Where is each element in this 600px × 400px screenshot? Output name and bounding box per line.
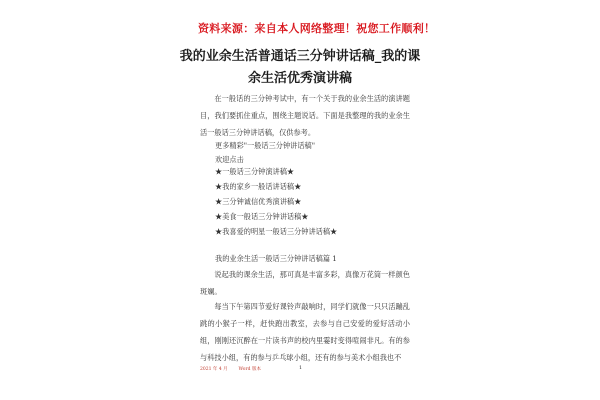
link-item[interactable]: ★我的家乡一般话讲话稿★ [215, 182, 302, 191]
footer-meta [200, 366, 261, 372]
paragraph-1: 说起我的课余生活，那可真是丰富多彩，真像万花筒一样颜色斑斓。 [200, 270, 410, 296]
section-heading: 我的业余生活一般话三分钟讲话稿篇 1 [215, 254, 337, 263]
link-item[interactable]: ★一般话三分钟演讲稿★ [215, 167, 295, 176]
welcome-label: 欢迎点击 [215, 155, 244, 164]
intro-paragraph: 在一般话的三分钟考试中，有一个关于我的业余生活的演讲题目，我们要抓住重点，围绕主题说话。下面是我整理的我的业余生活一般话三分钟讲话稿，仅供参考。 [200, 94, 410, 137]
source-notice: 资料来源：来自本人网络整理！祝您工作顺利！ [198, 22, 436, 35]
document-title [150, 46, 450, 90]
link-item[interactable]: ★美食一般话三分钟讲话稿★ [215, 212, 309, 221]
more-label: 更多精彩"一般话三分钟讲话稿" [215, 141, 316, 150]
link-item[interactable]: ★三分钟诚信优秀演讲稿★ [215, 197, 302, 206]
page-number: 1 [299, 365, 303, 371]
title-line-1: 我的业余生活普通话三分钟讲话稿_我的课 [179, 49, 421, 64]
link-item[interactable]: ★我喜爱的明星一般话三分钟讲话稿★ [215, 227, 338, 236]
paragraph-2: 每当下午第四节爱好课铃声敲响时，同学们就像一只只活蹦乱跳的小猴子一样，赶快跑出教室，去参与自己安爱的爱好活动小组，刚刚还沉醉在一片读书声的校内里霎时变得喧闹非凡。有的参与科技小组，有的参与乒乓球小组，还有的参与美术小组我也不 [200, 302, 410, 362]
footer-format: Word 版本 [238, 367, 261, 372]
footer-date: 2021 年 4 月 [200, 367, 228, 372]
title-line-2: 余生活优秀演讲稿 [247, 71, 352, 86]
